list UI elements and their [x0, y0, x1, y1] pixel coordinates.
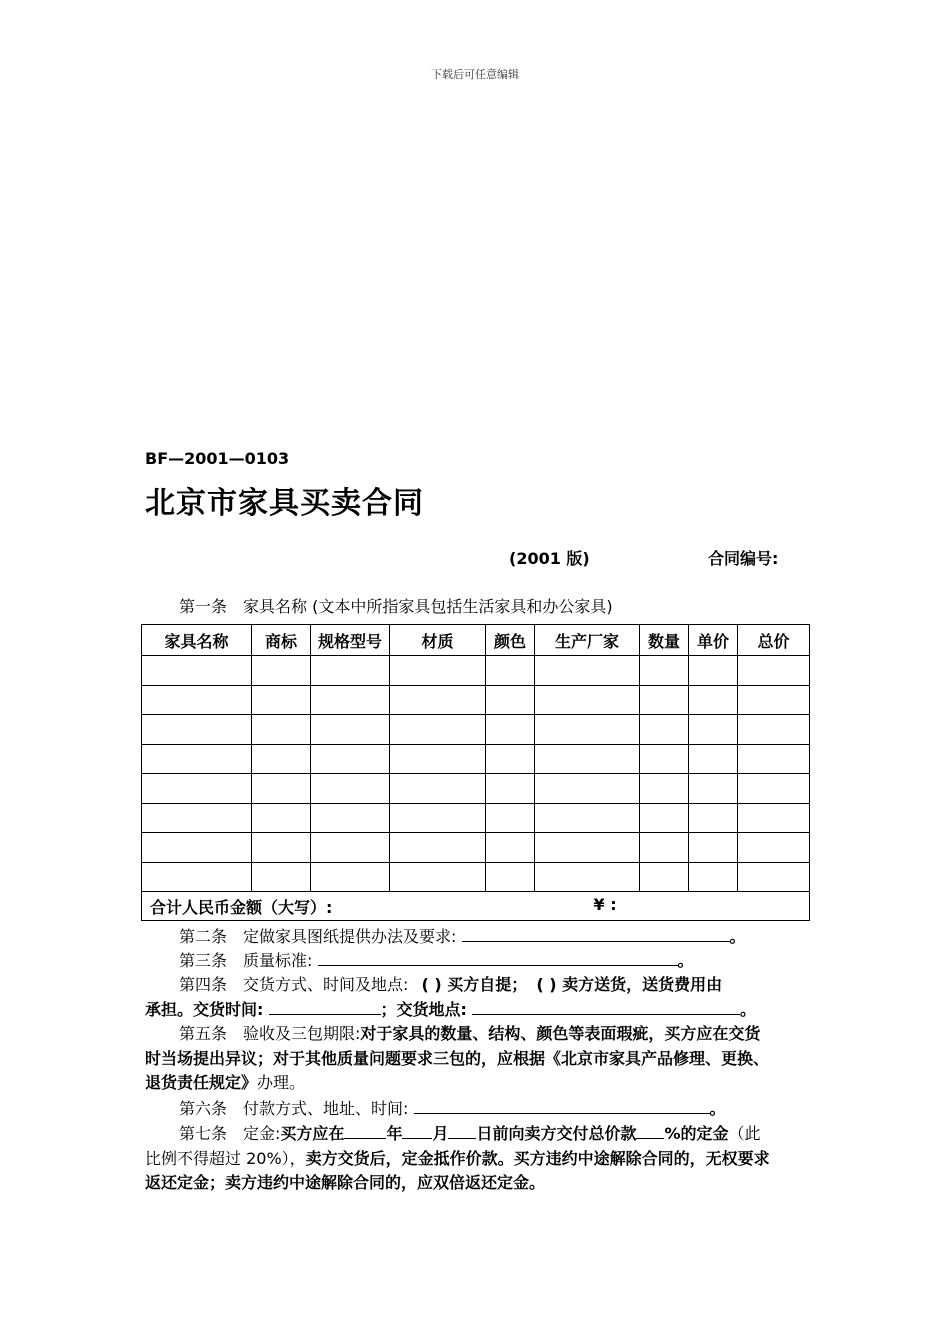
- table-cell[interactable]: [142, 656, 252, 686]
- table-cell[interactable]: [390, 833, 486, 863]
- table-header-row: [142, 625, 810, 656]
- table-cell[interactable]: [252, 715, 311, 745]
- table-cell[interactable]: [640, 774, 689, 804]
- table-cell[interactable]: [390, 685, 486, 715]
- edition-label: (2001 版): [509, 549, 590, 568]
- article-text: 办理。: [257, 1073, 306, 1092]
- total-label: 合计人民币金额（大写）:: [150, 897, 333, 917]
- header-note: 下载后可任意编辑: [431, 68, 519, 81]
- table-cell[interactable]: [689, 833, 738, 863]
- period: 。: [740, 999, 757, 1019]
- table-cell[interactable]: [738, 744, 810, 774]
- table-cell[interactable]: [390, 656, 486, 686]
- table-cell[interactable]: [252, 685, 311, 715]
- table-cell[interactable]: [142, 685, 252, 715]
- table-cell[interactable]: [311, 656, 390, 686]
- table-cell[interactable]: [486, 715, 535, 745]
- table-cell[interactable]: [535, 774, 640, 804]
- table-cell[interactable]: [311, 685, 390, 715]
- article-3: [145, 949, 844, 974]
- article-bold-text: 日前向卖方交付总价款: [476, 1124, 637, 1143]
- table-cell[interactable]: [311, 803, 390, 833]
- delivery-time-label: 承担。交货时间:: [145, 999, 264, 1019]
- table-cell[interactable]: [486, 803, 535, 833]
- table-row: [142, 685, 810, 715]
- table-cell[interactable]: [689, 862, 738, 892]
- article-bold-text: 卖方交货后，定金抵作价款。买方违约中途解除合同的，无权要求: [305, 1148, 770, 1168]
- article-bold-text: 买方应在: [280, 1124, 345, 1143]
- article-text: 交货方式、时间及地点:: [243, 975, 409, 994]
- article-bold-text: 退货责任规定》: [145, 1073, 258, 1092]
- article-text: 定做家具图纸提供办法及要求:: [243, 927, 457, 946]
- table-cell[interactable]: [142, 744, 252, 774]
- table-cell[interactable]: [142, 862, 252, 892]
- table-cell[interactable]: [640, 744, 689, 774]
- table-cell[interactable]: [311, 774, 390, 804]
- article-text: 付款方式、地址、时间:: [243, 1099, 409, 1118]
- table-cell[interactable]: [252, 744, 311, 774]
- period: 。: [677, 951, 694, 970]
- table-cell[interactable]: [689, 656, 738, 686]
- column-header: 总价: [738, 625, 810, 656]
- table-cell[interactable]: [640, 803, 689, 833]
- table-cell[interactable]: [486, 774, 535, 804]
- buyer-pickup-option[interactable]: ( ) 买方自提；: [421, 975, 528, 994]
- article-bold-text: 返还定金；卖方违约中途解除合同的，应双倍返还定金。: [145, 1173, 546, 1192]
- article-4: [145, 973, 810, 1022]
- table-cell[interactable]: [142, 803, 252, 833]
- table-row: [142, 656, 810, 686]
- table-cell[interactable]: [311, 715, 390, 745]
- article-number: 第三条: [179, 951, 228, 970]
- table-cell[interactable]: [640, 685, 689, 715]
- column-header: 规格型号: [311, 625, 390, 656]
- column-header: 单价: [689, 625, 738, 656]
- column-header: 商标: [252, 625, 311, 656]
- column-header: 数量: [640, 625, 689, 656]
- article-2: [145, 925, 844, 950]
- furniture-table: [141, 624, 810, 921]
- drawing-requirements-blank[interactable]: [462, 926, 730, 942]
- period: 。: [709, 1099, 726, 1118]
- article-text: 定金:: [243, 1124, 281, 1143]
- year-label: 年: [386, 1124, 403, 1143]
- article-number: 第一条: [179, 597, 228, 616]
- table-cell[interactable]: [252, 774, 311, 804]
- table-cell[interactable]: [252, 803, 311, 833]
- table-cell[interactable]: [142, 715, 252, 745]
- table-cell[interactable]: [689, 685, 738, 715]
- deposit-day-blank[interactable]: [448, 1123, 476, 1139]
- article-number: 第七条: [179, 1124, 228, 1143]
- article-number: 第二条: [179, 927, 228, 946]
- table-cell[interactable]: [738, 656, 810, 686]
- column-header: 生产厂家: [535, 625, 640, 656]
- table-cell[interactable]: [390, 774, 486, 804]
- table-cell[interactable]: [252, 656, 311, 686]
- table-cell[interactable]: [535, 715, 640, 745]
- table-cell[interactable]: [252, 833, 311, 863]
- page-title: 北京市家具买卖合同: [145, 486, 424, 521]
- seller-delivery-option[interactable]: ( ) 卖方送货，送货费用由: [536, 975, 723, 994]
- table-row: [142, 803, 810, 833]
- deposit-year-blank[interactable]: [344, 1123, 386, 1139]
- table-cell[interactable]: [486, 685, 535, 715]
- document-code: BF—2001—0103: [145, 449, 290, 468]
- table-cell[interactable]: [390, 744, 486, 774]
- table-cell[interactable]: [252, 862, 311, 892]
- table-row: [142, 774, 810, 804]
- table-cell[interactable]: [689, 774, 738, 804]
- table-cell[interactable]: [738, 715, 810, 745]
- deposit-month-blank[interactable]: [402, 1123, 432, 1139]
- table-cell[interactable]: [311, 862, 390, 892]
- table-cell[interactable]: [142, 774, 252, 804]
- total-row: [142, 892, 810, 921]
- table-cell[interactable]: [486, 862, 535, 892]
- table-cell[interactable]: [738, 862, 810, 892]
- table-cell[interactable]: [640, 656, 689, 686]
- article-5: [145, 1022, 810, 1096]
- article-number: 第五条: [179, 1024, 228, 1043]
- table-cell[interactable]: [738, 803, 810, 833]
- column-header: 颜色: [486, 625, 535, 656]
- table-row: [142, 715, 810, 745]
- table-row: [142, 744, 810, 774]
- quality-standard-blank[interactable]: [318, 950, 678, 966]
- table-cell[interactable]: [390, 803, 486, 833]
- table-cell[interactable]: [486, 744, 535, 774]
- delivery-place-label: ；交货地点:: [380, 999, 467, 1019]
- delivery-place-blank[interactable]: [472, 999, 740, 1015]
- table-cell[interactable]: [142, 833, 252, 863]
- table-row: [142, 833, 810, 863]
- payment-terms-blank[interactable]: [414, 1098, 710, 1114]
- table-cell[interactable]: [640, 715, 689, 745]
- table-cell[interactable]: [535, 862, 640, 892]
- table-cell[interactable]: [535, 656, 640, 686]
- table-cell[interactable]: [738, 685, 810, 715]
- table-cell[interactable]: [311, 744, 390, 774]
- table-cell[interactable]: [689, 715, 738, 745]
- table-cell[interactable]: [486, 833, 535, 863]
- table-cell[interactable]: [738, 833, 810, 863]
- table-cell[interactable]: [535, 833, 640, 863]
- table-cell[interactable]: [689, 803, 738, 833]
- month-label: 月: [432, 1124, 449, 1143]
- deposit-percent-blank[interactable]: [636, 1123, 664, 1139]
- table-cell[interactable]: [535, 744, 640, 774]
- delivery-time-blank[interactable]: [269, 999, 381, 1015]
- table-row: [142, 862, 810, 892]
- period: 。: [729, 927, 746, 946]
- column-header: 家具名称: [142, 625, 252, 656]
- table-cell[interactable]: [640, 833, 689, 863]
- table-cell[interactable]: [738, 774, 810, 804]
- article-text: 比例不得超过 20%），: [145, 1148, 306, 1168]
- article-text: 验收及三包期限:: [243, 1024, 361, 1043]
- article-text: 质量标准:: [243, 951, 313, 970]
- article-6: [145, 1097, 844, 1122]
- article-number: 第六条: [179, 1099, 228, 1118]
- table-cell[interactable]: [390, 715, 486, 745]
- total-cell[interactable]: [142, 892, 810, 921]
- table-cell[interactable]: [689, 744, 738, 774]
- table-cell[interactable]: [390, 862, 486, 892]
- article-bold-text: 时当场提出异议；对于其他质量问题要求三包的，应根据《北京市家具产品修理、更换、: [145, 1048, 770, 1068]
- column-header: 材质: [390, 625, 486, 656]
- article-bold-text: 对于家具的数量、结构、颜色等表面瑕疵，买方应在交货: [360, 1024, 761, 1043]
- total-yen-label: ¥ :: [593, 894, 617, 914]
- article-text: （此: [728, 1124, 761, 1143]
- article-number: 第四条: [179, 975, 228, 994]
- table-cell[interactable]: [535, 685, 640, 715]
- article-7: [145, 1122, 810, 1196]
- table-cell[interactable]: [640, 862, 689, 892]
- table-cell[interactable]: [486, 656, 535, 686]
- table-cell[interactable]: [535, 803, 640, 833]
- article-bold-text: %的定金: [664, 1124, 729, 1143]
- table-cell[interactable]: [311, 833, 390, 863]
- contract-number-label: 合同编号:: [708, 549, 779, 568]
- article-text: 家具名称 (文本中所指家具包括生活家具和办公家具): [243, 597, 613, 616]
- article-1: [145, 595, 844, 620]
